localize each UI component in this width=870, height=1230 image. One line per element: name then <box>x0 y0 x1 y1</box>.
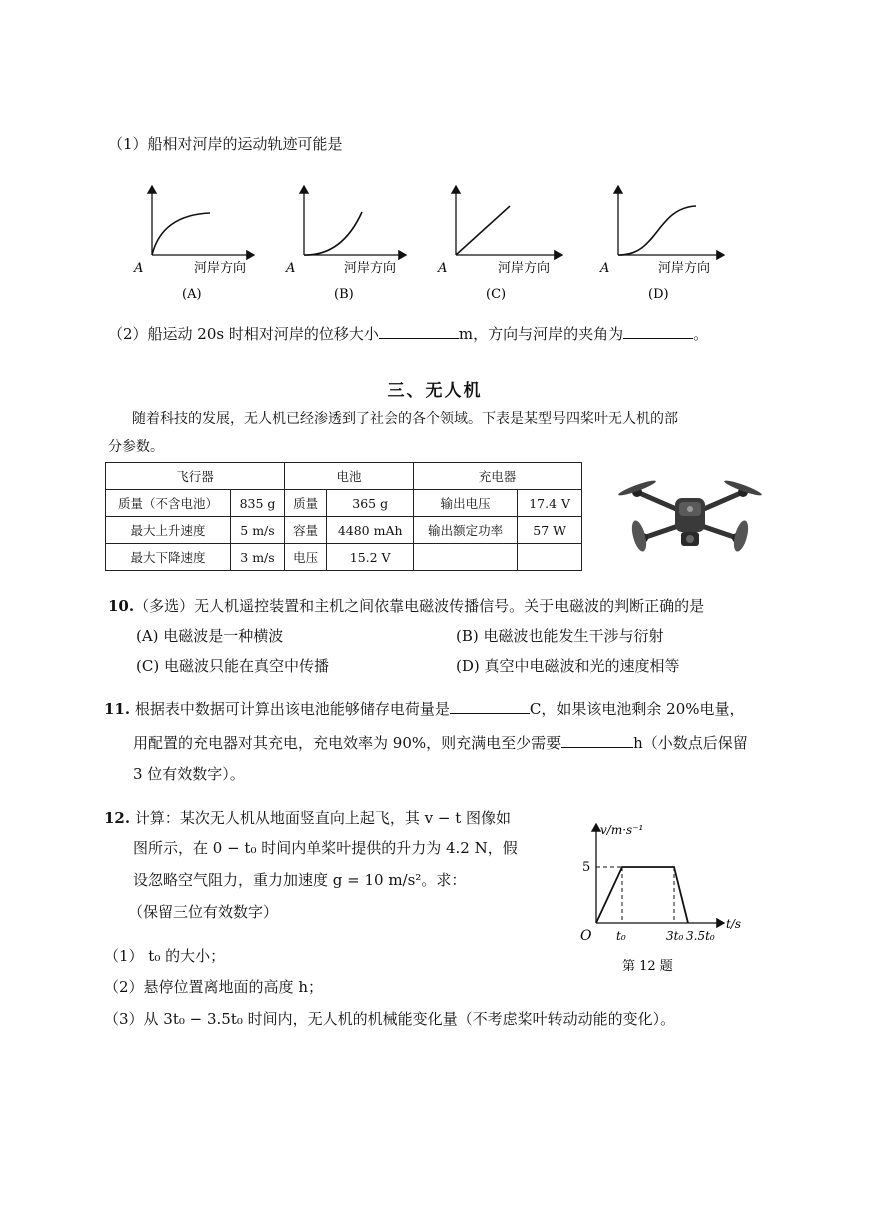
q11-line2 <box>133 731 748 753</box>
graph-b-option: (B) <box>334 287 354 302</box>
graph-d-axis: 河岸方向 <box>658 261 711 276</box>
table-cell: 57 W <box>518 517 582 544</box>
graph-a-origin: A <box>134 261 144 276</box>
table-cell: 17.4 V <box>518 490 582 517</box>
q11-blank-charge[interactable] <box>450 697 530 714</box>
graph-a-option: (A) <box>182 287 202 302</box>
table-cell: 4480 mAh <box>327 517 414 544</box>
q12-number: 12. <box>104 809 131 827</box>
table-row <box>106 490 582 517</box>
graph-d-origin: A <box>600 261 610 276</box>
q11-blank-time[interactable] <box>561 731 633 748</box>
graph-c-option: (C) <box>486 287 507 302</box>
q2-part2: m，方向与河岸的夹角为 <box>458 325 624 343</box>
table-cell: 电压 <box>285 544 327 571</box>
q12-sub1: （1） t₀ 的大小； <box>104 947 226 965</box>
q2-blank-angle[interactable] <box>623 322 693 339</box>
q2-line <box>108 322 708 344</box>
table-cell <box>414 544 518 571</box>
vt-origin: O <box>580 928 592 944</box>
vt-xlabel: t/s <box>726 917 742 931</box>
table-cell: 输出额定功率 <box>414 517 518 544</box>
q11-line3: 3 位有效数字）。 <box>133 765 245 783</box>
q11-line2-a: 用配置的充电器对其充电，充电效率为 90%，则充满电至少需要 <box>133 734 562 752</box>
table-row <box>106 544 582 571</box>
graph-b <box>282 180 412 305</box>
table-cell <box>518 544 582 571</box>
vt-y-tick: 5 <box>582 860 591 875</box>
q12-line3: 设忽略空气阻力，重力加速度 g = 10 m/s²。求： <box>133 871 467 889</box>
table-cell: 最大上升速度 <box>106 517 231 544</box>
q12-line2: 图所示，在 0 − t₀ 时间内单桨叶提供的升力为 4.2 N，假 <box>133 839 518 857</box>
q12-line1: 计算：某次无人机从地面竖直向上起飞，其 v − t 图像如 <box>134 809 512 827</box>
q12-line4: （保留三位有效数字） <box>128 903 279 921</box>
q11-line1-a: 根据表中数据可计算出该电池能够储存电荷量是 <box>134 700 450 718</box>
graph-a-axis: 河岸方向 <box>194 261 247 276</box>
q10-option-d[interactable]: (D) 真空中电磁波和光的速度相等 <box>456 657 680 675</box>
graph-a <box>130 180 260 305</box>
trajectory-curve-b <box>304 212 362 255</box>
q10-option-b[interactable]: (B) 电磁波也能发生干涉与衍射 <box>456 627 664 645</box>
q11-line1 <box>104 697 745 719</box>
table-row <box>106 517 582 544</box>
q11-number: 11. <box>104 700 131 718</box>
table-header-row <box>106 463 582 490</box>
graph-b-origin: A <box>286 261 296 276</box>
q2-part3: 。 <box>693 325 709 343</box>
q11-line1-b: C，如果该电池剩余 20%电量， <box>529 700 745 718</box>
graph-c-origin: A <box>438 261 448 276</box>
q1-prompt: （1）船相对河岸的运动轨迹可能是 <box>108 135 343 153</box>
q2-part1: （2）船运动 20s 时相对河岸的位移大小 <box>108 325 379 343</box>
table-cell: 输出电压 <box>414 490 518 517</box>
trajectory-curve-d <box>618 206 696 255</box>
vt-x-tick-3-5t0: 3.5t₀ <box>686 929 715 943</box>
trajectory-curve-a <box>152 213 210 255</box>
table-cell: 5 m/s <box>230 517 284 544</box>
q12-sub3: （3）从 3t₀ − 3.5t₀ 时间内，无人机的机械能变化量（不考虑桨叶转动动能的变化）。 <box>104 1010 676 1028</box>
vt-graph <box>572 812 752 982</box>
table-header-aircraft: 飞行器 <box>106 463 285 490</box>
vt-x-tick-t0: t₀ <box>616 929 626 943</box>
q10-stem-line <box>108 596 704 616</box>
table-cell: 最大下降速度 <box>106 544 231 571</box>
q2-blank-displacement[interactable] <box>379 322 459 339</box>
vt-x-tick-3t0: 3t₀ <box>666 929 684 943</box>
vt-caption: 第 12 题 <box>622 959 673 974</box>
q12-sub2: （2）悬停位置离地面的高度 h； <box>104 978 323 996</box>
q10-option-c[interactable]: (C) 电磁波只能在真空中传播 <box>136 657 329 675</box>
table-cell: 15.2 V <box>327 544 414 571</box>
table-cell: 3 m/s <box>230 544 284 571</box>
table-cell: 容量 <box>285 517 327 544</box>
table-cell: 质量（不含电池） <box>106 490 231 517</box>
table-cell: 365 g <box>327 490 414 517</box>
section-intro-line2: 分参数。 <box>108 439 164 455</box>
drone-parameter-table <box>105 462 582 571</box>
drone-image <box>615 470 765 565</box>
q12-line1-wrap <box>104 808 511 828</box>
table-header-battery: 电池 <box>285 463 414 490</box>
graph-b-axis: 河岸方向 <box>344 261 397 276</box>
trajectory-line-c <box>456 206 510 255</box>
graph-d-option: (D) <box>648 287 669 302</box>
table-cell: 835 g <box>230 490 284 517</box>
vt-ylabel: v/m·s⁻¹ <box>600 823 644 837</box>
q10-number: 10. <box>108 597 135 615</box>
graph-c-axis: 河岸方向 <box>498 261 551 276</box>
table-cell: 质量 <box>285 490 327 517</box>
section-title: 三、无人机 <box>387 381 483 401</box>
q11-line2-b: h（小数点后保留 <box>633 734 748 752</box>
table-header-charger: 充电器 <box>414 463 582 490</box>
graph-c <box>434 180 569 305</box>
q10-stem: （多选）无人机遥控装置和主机之间依靠电磁波传播信号。关于电磁波的判断正确的是 <box>134 597 705 615</box>
section-intro-line1: 随着科技的发展，无人机已经渗透到了社会的各个领域。下表是某型号四桨叶无人机的部 <box>132 411 678 427</box>
graph-d <box>596 180 731 305</box>
q10-option-a[interactable]: (A) 电磁波是一种横波 <box>136 627 284 645</box>
